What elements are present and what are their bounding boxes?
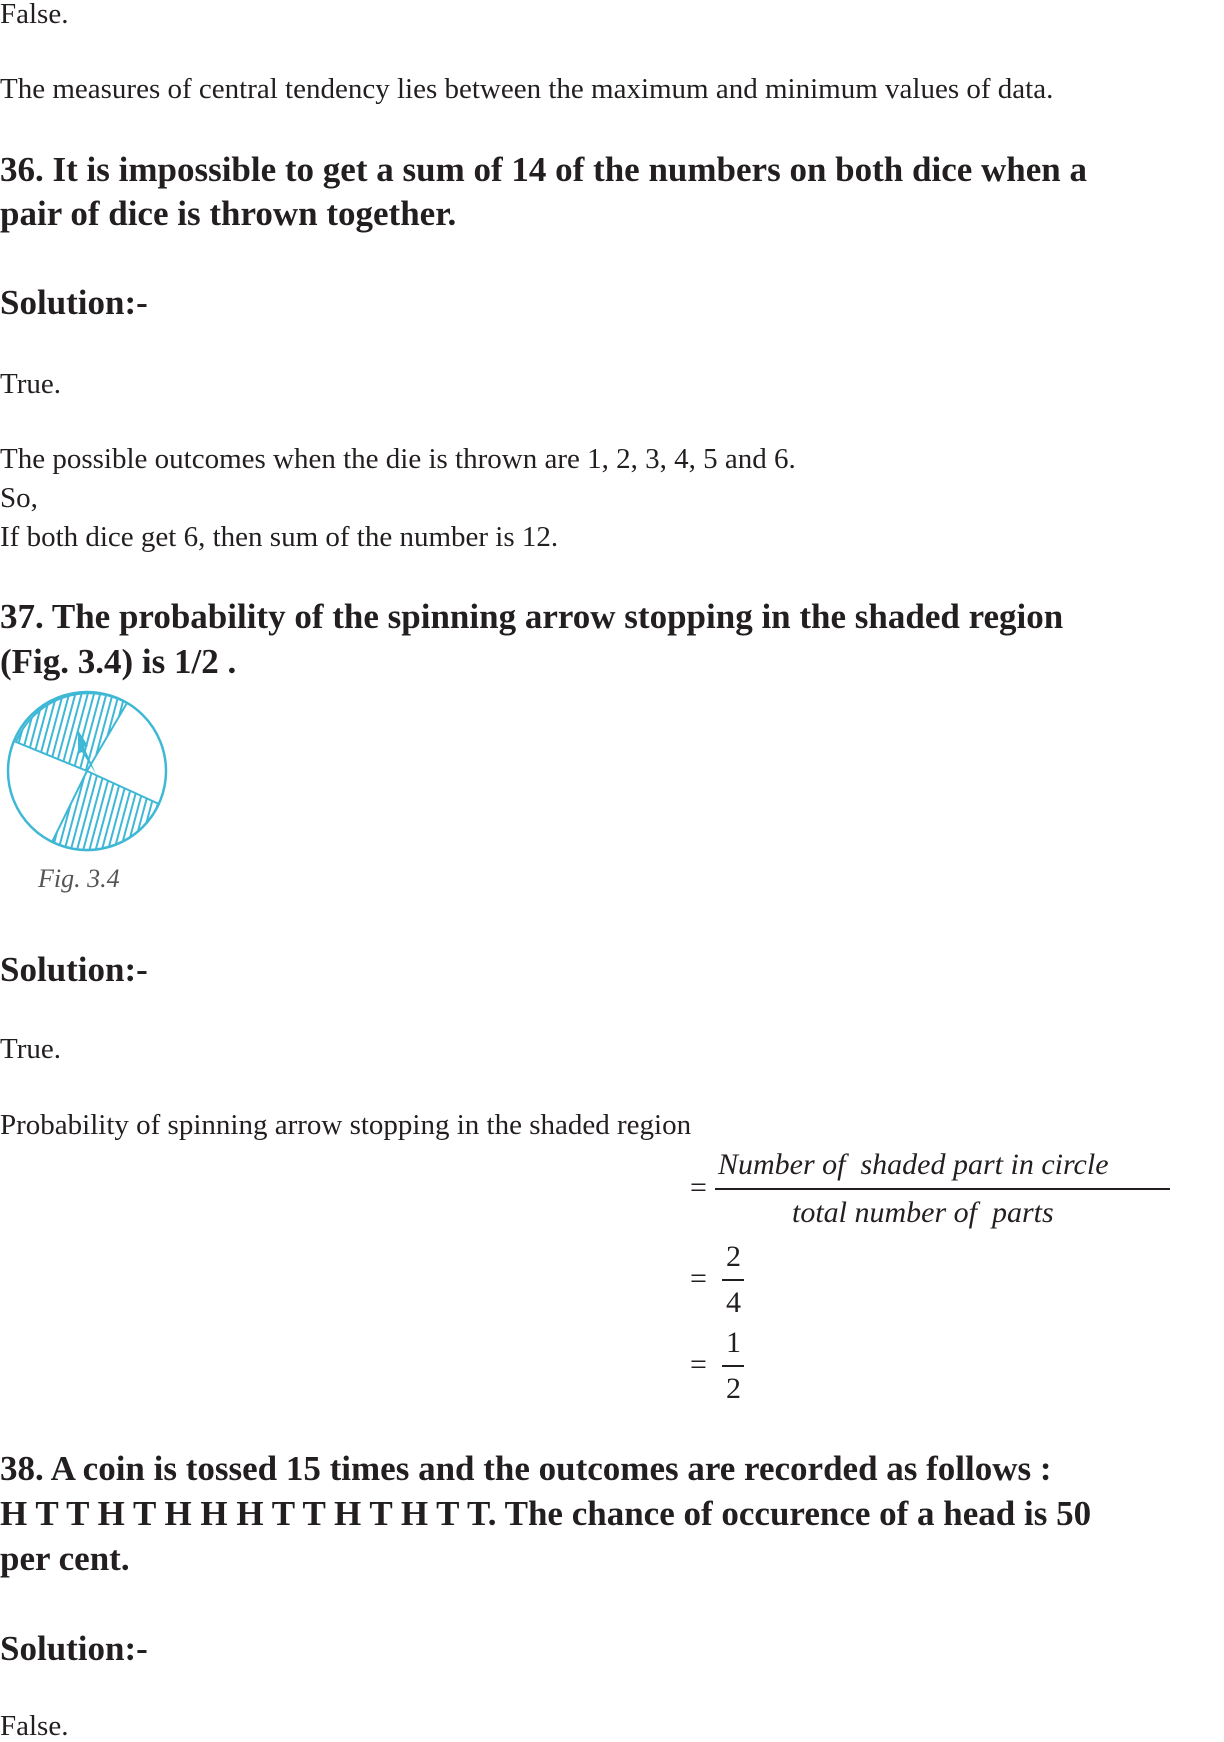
step3-numerator: 1 [726, 1326, 741, 1359]
equals-sign-3: = [690, 1348, 707, 1381]
shaded-sector-bottom [52, 771, 159, 850]
fraction-numerator: Number of shaded part in circle [718, 1148, 1109, 1181]
shaded-sector-top [16, 693, 127, 771]
q37-solution-label: Solution:- [0, 950, 148, 989]
q36-explanation-line-1: The possible outcomes when the die is thrown are 1, 2, 3, 4, 5 and 6. [0, 443, 796, 475]
q36-question-line-2: pair of dice is thrown together. [0, 194, 457, 233]
fraction-bar [715, 1188, 1170, 1190]
q36-explanation-line-2: So, [0, 482, 38, 514]
q38-answer: False. [0, 1710, 69, 1742]
q36-answer: True. [0, 368, 61, 400]
q37-answer: True. [0, 1033, 61, 1065]
equals-sign-1: = [690, 1171, 707, 1204]
step2-bar [722, 1279, 744, 1281]
q37-explanation: Probability of spinning arrow stopping in the shaded region [0, 1109, 692, 1141]
figure-caption: Fig. 3.4 [38, 864, 120, 893]
q36-solution-label: Solution:- [0, 283, 148, 322]
q37-question-line-1: 37. The probability of the spinning arrow stopping in the shaded region [0, 597, 1064, 636]
step3-bar [722, 1365, 744, 1367]
previous-answer: False. [0, 0, 69, 30]
previous-explanation: The measures of central tendency lies between the maximum and minimum values of data. [0, 73, 1054, 105]
step2-denominator: 4 [726, 1286, 741, 1319]
q36-explanation-line-3: If both dice get 6, then sum of the number is 12. [0, 521, 559, 553]
fraction-denominator: total number of parts [792, 1196, 1054, 1229]
equals-sign-2: = [690, 1262, 707, 1295]
spinner-figure [6, 690, 170, 854]
q36-question-line-1: 36. It is impossible to get a sum of 14 of the numbers on both dice when a [0, 150, 1087, 189]
q38-question-line-1: 38. A coin is tossed 15 times and the outcomes are recorded as follows : [0, 1449, 1052, 1488]
q38-question-line-2: H T T H T H H H T T H T H T T. The chance of occurence of a head is 50 [0, 1494, 1092, 1533]
step3-denominator: 2 [726, 1372, 741, 1405]
q38-solution-label: Solution:- [0, 1629, 148, 1668]
q37-question-line-2: (Fig. 3.4) is 1/2 . [0, 642, 237, 681]
q38-question-line-3: per cent. [0, 1539, 130, 1578]
step2-numerator: 2 [726, 1240, 741, 1273]
